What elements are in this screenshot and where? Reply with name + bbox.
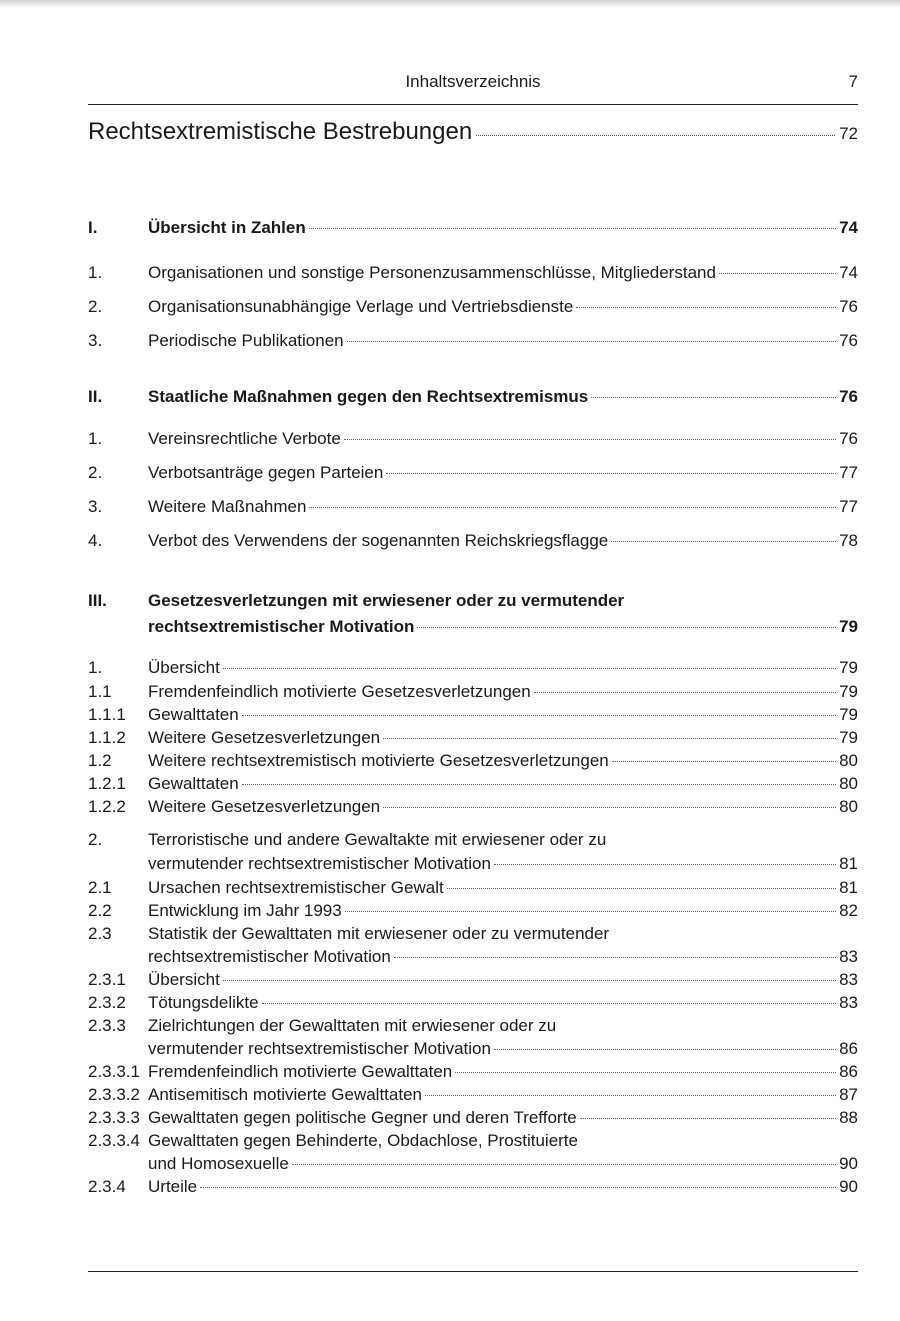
toc-entry-body (148, 528, 858, 554)
toc-entry-body (148, 828, 858, 876)
toc-entry-title: Gewalttaten (148, 774, 239, 793)
toc-entry-title: Verbot des Verwendens der sogenannten Reichskriegsflagge (148, 531, 609, 550)
toc-entry-number: 2.3.4 (88, 1177, 126, 1196)
toc-entry (88, 384, 858, 410)
toc-entry-title: Zielrichtungen der Gewalttaten mit erwiesener oder zu (148, 1016, 557, 1035)
dot-leader (309, 507, 836, 508)
toc-entry-line (148, 460, 858, 486)
toc-entry-line (148, 494, 858, 520)
toc-entry-line (148, 968, 858, 991)
dot-leader (494, 1049, 836, 1050)
toc-entry-title: Gesetzesverletzungen mit erwiesener oder zu vermutender (148, 591, 625, 610)
toc-entry-body (148, 384, 858, 410)
toc-entry-line (148, 214, 858, 242)
toc-entry-title: Fremdenfeindlich motivierte Gesetzesverletzungen (148, 682, 531, 701)
toc-entry-body (148, 588, 858, 640)
dot-leader (309, 228, 836, 229)
toc-entry-number: 1.2.2 (88, 797, 126, 816)
toc-entry-number: II. (88, 387, 103, 406)
toc-entry-page: 83 (839, 970, 858, 989)
toc-entry-line (148, 588, 858, 614)
toc-entry-line (148, 1175, 858, 1198)
dot-leader (383, 807, 836, 808)
toc-entry-title: Verbotsanträge gegen Parteien (148, 463, 384, 482)
toc-entry-title: Gewalttaten (148, 705, 239, 724)
dot-leader (383, 738, 836, 739)
toc-entry-number: 2.3.1 (88, 970, 126, 989)
toc-entry-title: und Homosexuelle (148, 1154, 289, 1173)
toc-entry-number: 4. (88, 531, 103, 550)
toc-entry-body (148, 294, 858, 320)
toc-entry-page: 74 (839, 263, 858, 282)
toc-entry-number: 2. (88, 830, 103, 849)
toc-entry-title: Weitere Gesetzesverletzungen (148, 728, 381, 747)
dot-leader (386, 473, 836, 474)
footer-rule (88, 1271, 858, 1272)
toc-entry-body (148, 726, 858, 749)
toc-entry (88, 680, 858, 703)
toc-entry (88, 588, 858, 640)
toc-entry-line (148, 1152, 858, 1175)
toc-entry (88, 703, 858, 726)
dot-leader (417, 627, 836, 628)
toc-entry-title: Übersicht (148, 970, 220, 989)
toc-entry-body (148, 680, 858, 703)
toc-entry-line (148, 680, 858, 703)
toc-entry-page: 76 (839, 331, 858, 350)
chapter-page: 72 (839, 124, 858, 143)
toc-entry (88, 494, 858, 520)
dot-leader (345, 911, 836, 912)
dot-leader (242, 784, 836, 785)
toc-entry-title: Übersicht (148, 658, 220, 677)
toc-entry-number: 2.3.3.2 (88, 1085, 140, 1104)
toc-entry-number: 2.2 (88, 901, 112, 920)
dot-leader (534, 692, 836, 693)
dot-leader (611, 541, 836, 542)
dot-leader (223, 980, 836, 981)
dot-leader (612, 761, 836, 762)
toc-entry-title: Vereinsrechtliche Verbote (148, 429, 341, 448)
toc-entry-page: 80 (839, 797, 858, 816)
toc-entry-title: rechtsextremistischer Motivation (148, 947, 391, 966)
toc-entry-number: 2.3 (88, 924, 112, 943)
dot-leader (719, 273, 836, 274)
toc-entry-title: Organisationen und sonstige Personenzusammenschlüsse, Mitgliederstand (148, 263, 716, 282)
dot-leader (494, 864, 836, 865)
toc-entry-title: Antisemitisch motivierte Gewalttaten (148, 1085, 422, 1104)
toc-entry-page: 79 (839, 682, 858, 701)
toc-entry-line (148, 945, 858, 968)
dot-leader (292, 1164, 836, 1165)
toc-entry-title: Weitere Gesetzesverletzungen (148, 797, 381, 816)
toc-entry-body (148, 1083, 858, 1106)
toc-entry-line (148, 426, 858, 452)
toc-entry-number: 2.3.3.4 (88, 1131, 140, 1150)
dot-leader (476, 135, 835, 136)
toc-entry-number: 1. (88, 263, 103, 282)
toc-entry-body (148, 1175, 858, 1198)
toc-entry-line (148, 294, 858, 320)
toc-entry-body (148, 968, 858, 991)
toc-entry-line (148, 1083, 858, 1106)
toc-entry-line (148, 1037, 858, 1060)
toc-entry-page: 77 (839, 497, 858, 516)
toc-entry-title: Organisationsunabhängige Verlage und Vertriebsdienste (148, 297, 574, 316)
toc-entry (88, 528, 858, 554)
toc-entry-body (148, 260, 858, 286)
toc-entry-title: Gewalttaten gegen Behinderte, Obdachlose, Prostituierte (148, 1131, 578, 1150)
toc-entry-number: III. (88, 591, 107, 610)
toc-entry (88, 1083, 858, 1106)
toc-entry (88, 1014, 858, 1060)
toc-entry-title: Ursachen rechtsextremistischer Gewalt (148, 878, 444, 897)
toc-entry-line (148, 384, 858, 410)
toc-entry (88, 795, 858, 818)
toc-entry (88, 1106, 858, 1129)
toc-entry-number: 2.3.2 (88, 993, 126, 1012)
toc-entry-line (148, 1014, 858, 1037)
toc-entry-number: 2.1 (88, 878, 112, 897)
toc-entry-body (148, 460, 858, 486)
toc-entry-body (148, 1060, 858, 1083)
toc-entry-page: 90 (839, 1177, 858, 1196)
toc-entry-body (148, 426, 858, 452)
toc-entry-title: vermutender rechtsextremistischer Motivation (148, 854, 491, 873)
toc-entry-title: Tötungsdelikte (148, 993, 259, 1012)
toc-entry-title: Weitere Maßnahmen (148, 497, 307, 516)
toc-entry-number: 3. (88, 497, 103, 516)
toc-entry-page: 76 (839, 387, 858, 406)
dot-leader (455, 1072, 836, 1073)
toc-entry-line (148, 726, 858, 749)
chapter-title-entry (88, 118, 858, 146)
toc-entry-page: 79 (839, 728, 858, 747)
dot-leader (200, 1187, 836, 1188)
toc-entry-number: 1.2 (88, 751, 112, 770)
dot-leader (347, 341, 836, 342)
toc-entry-page: 83 (839, 947, 858, 966)
dot-leader (262, 1003, 837, 1004)
toc-entry-line (148, 1060, 858, 1083)
dot-leader (576, 307, 836, 308)
toc-entry-title: Gewalttaten gegen politische Gegner und deren Trefforte (148, 1108, 577, 1127)
toc-entry-line (148, 703, 858, 726)
toc-entry-body (148, 899, 858, 922)
toc-entry (88, 426, 858, 452)
toc-entry-page: 76 (839, 429, 858, 448)
toc-entry-page: 81 (839, 854, 858, 873)
toc-entry-title: vermutender rechtsextremistischer Motivation (148, 1039, 491, 1058)
toc-entry-body (148, 772, 858, 795)
toc-entry-page: 79 (839, 658, 858, 677)
toc-entry-line (148, 656, 858, 680)
toc-entry-page: 79 (839, 705, 858, 724)
toc-entry-title: rechtsextremistischer Motivation (148, 617, 415, 636)
page-number: 7 (848, 72, 858, 91)
toc-entry-title: Weitere rechtsextremistisch motivierte Gesetzesverletzungen (148, 751, 609, 770)
toc-entry (88, 772, 858, 795)
dot-leader (425, 1095, 836, 1096)
scan-edge (0, 0, 900, 8)
toc-entry-body (148, 703, 858, 726)
toc-entry-body (148, 749, 858, 772)
toc-entry (88, 260, 858, 286)
toc-entry-body (148, 1106, 858, 1129)
toc-entry-title: Staatliche Maßnahmen gegen den Rechtsextremismus (148, 387, 589, 406)
toc-entry-line (148, 328, 858, 354)
toc-entry-page: 83 (839, 993, 858, 1012)
toc-entry-title: Urteile (148, 1177, 198, 1196)
toc-entry-line (148, 922, 858, 945)
toc-entry-line (148, 772, 858, 795)
toc-entry-body (148, 494, 858, 520)
toc-entry-line (148, 795, 858, 818)
toc-entry-line (148, 528, 858, 554)
toc-entry-page: 81 (839, 878, 858, 897)
toc-entry-line (148, 260, 858, 286)
running-header-title: Inhaltsverzeichnis (405, 72, 541, 91)
toc-entry-title: Fremdenfeindlich motivierte Gewalttaten (148, 1062, 453, 1081)
toc-entry (88, 656, 858, 680)
toc-entry-line (148, 614, 858, 640)
toc-entry (88, 214, 858, 242)
toc-entry-page: 79 (839, 617, 858, 636)
toc-entry (88, 876, 858, 899)
toc-entry-page: 76 (839, 297, 858, 316)
dot-leader (580, 1118, 836, 1119)
toc-entry-number: I. (88, 218, 98, 237)
toc-entry-title: Periodische Publikationen (148, 331, 344, 350)
toc-entry-line (148, 876, 858, 899)
toc-entry (88, 922, 858, 968)
toc-entry (88, 460, 858, 486)
toc-entry (88, 1060, 858, 1083)
toc-entry-number: 2. (88, 463, 103, 482)
toc-entry-number: 2.3.3.1 (88, 1062, 140, 1081)
header-rule (88, 104, 858, 105)
toc-entry (88, 899, 858, 922)
dot-leader (394, 957, 836, 958)
toc-entry-line (148, 991, 858, 1014)
toc-entry-page: 90 (839, 1154, 858, 1173)
toc-entry-line (148, 852, 858, 876)
toc-entry-body (148, 1129, 858, 1175)
toc-entry (88, 1175, 858, 1198)
toc-entry-page: 88 (839, 1108, 858, 1127)
toc-entry-title: Entwicklung im Jahr 1993 (148, 901, 342, 920)
toc-entry-page: 86 (839, 1039, 858, 1058)
toc-entry-page: 78 (839, 531, 858, 550)
toc-entry-number: 1. (88, 658, 103, 677)
toc-entry-page: 80 (839, 774, 858, 793)
toc-entry-line (148, 899, 858, 922)
toc-entry (88, 991, 858, 1014)
dot-leader (447, 888, 836, 889)
toc-entry-page: 82 (839, 901, 858, 920)
toc-entry-body (148, 876, 858, 899)
toc-entry-number: 1. (88, 429, 103, 448)
toc-entry-number: 1.1 (88, 682, 112, 701)
toc-entry-line (148, 1106, 858, 1129)
toc-entry-page: 77 (839, 463, 858, 482)
toc-entry-body (148, 328, 858, 354)
dot-leader (344, 439, 836, 440)
toc-entry-number: 3. (88, 331, 103, 350)
toc-entry-number: 1.2.1 (88, 774, 126, 793)
toc-entry-line (148, 828, 858, 852)
toc-entry (88, 328, 858, 354)
dot-leader (591, 397, 836, 398)
toc-entry-page: 80 (839, 751, 858, 770)
toc-entry-title: Terroristische und andere Gewaltakte mit erwiesener oder zu (148, 830, 607, 849)
toc-list (88, 214, 858, 1198)
toc-entry-body (148, 214, 858, 242)
toc-entry (88, 968, 858, 991)
toc-entry (88, 294, 858, 320)
toc-entry-body (148, 991, 858, 1014)
toc-entry (88, 726, 858, 749)
running-header (88, 72, 858, 100)
toc-entry-line (148, 749, 858, 772)
toc-entry (88, 749, 858, 772)
toc-entry (88, 1129, 858, 1175)
toc-entry-number: 1.1.1 (88, 705, 126, 724)
toc-entry-title: Übersicht in Zahlen (148, 218, 306, 237)
toc-entry (88, 828, 858, 876)
toc-entry-page: 74 (839, 218, 858, 237)
toc-entry-body (148, 1014, 858, 1060)
toc-entry-title: Statistik der Gewalttaten mit erwiesener oder zu vermutender (148, 924, 610, 943)
toc-entry-page: 86 (839, 1062, 858, 1081)
toc-entry-body (148, 795, 858, 818)
toc-entry-page: 87 (839, 1085, 858, 1104)
toc-entry-body (148, 656, 858, 680)
chapter-title: Rechtsextremistische Bestrebungen (88, 118, 473, 145)
toc-entry-body (148, 922, 858, 968)
dot-leader (242, 715, 836, 716)
toc-entry-line (148, 1129, 858, 1152)
dot-leader (223, 668, 836, 669)
toc-entry-number: 2.3.3 (88, 1016, 126, 1035)
toc-entry-number: 2.3.3.3 (88, 1108, 140, 1127)
toc-entry-number: 1.1.2 (88, 728, 126, 747)
toc-entry-number: 2. (88, 297, 103, 316)
